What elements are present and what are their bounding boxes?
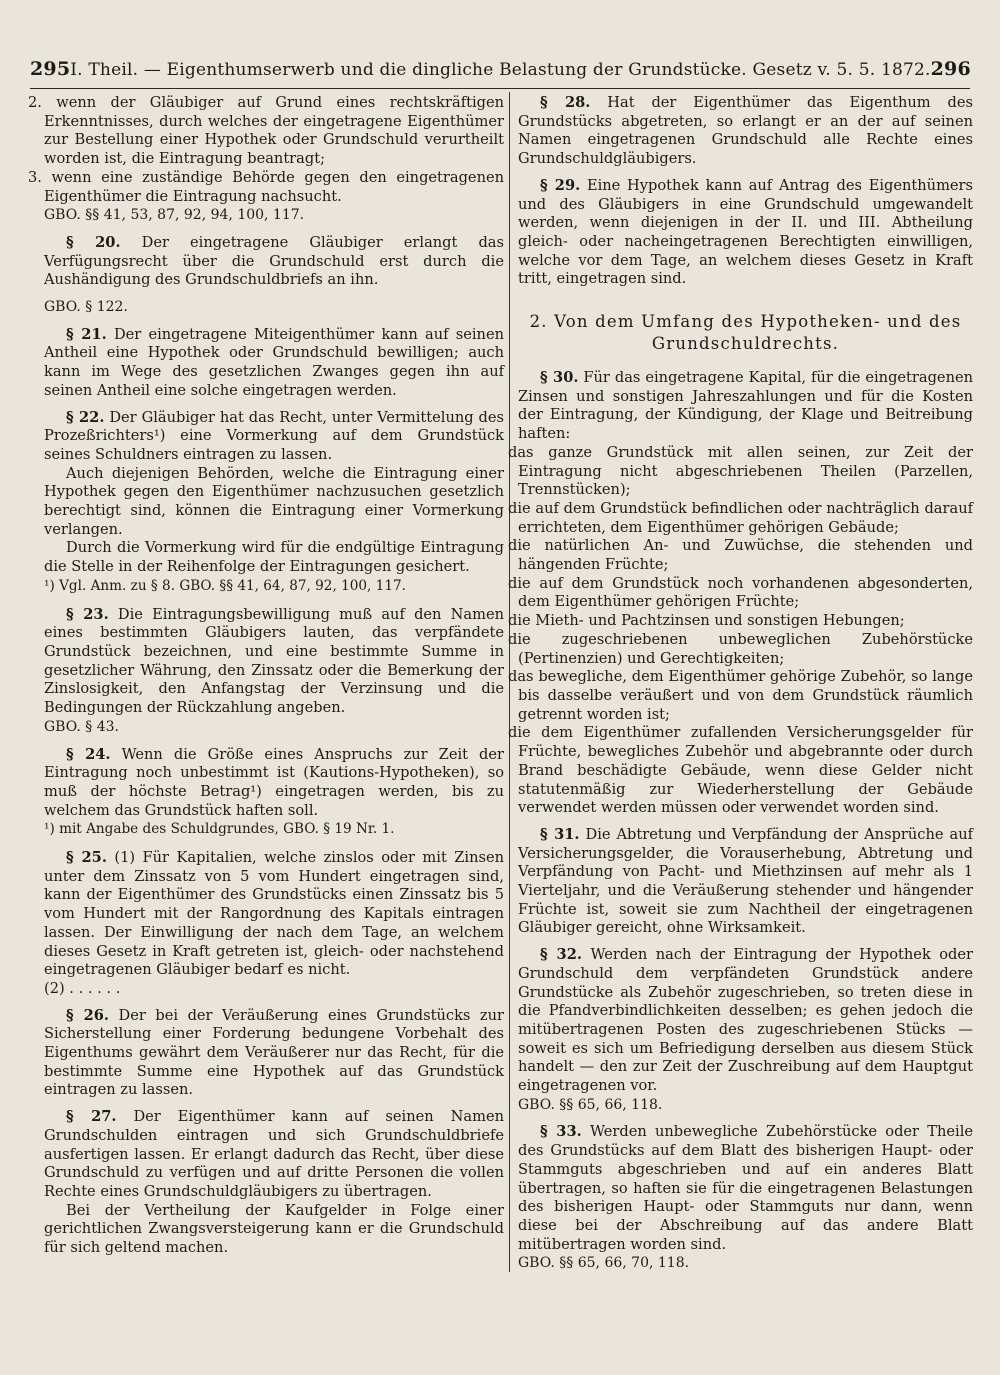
section-text: Wenn die Größe eines Anspruchs zur Zeit der Eintragung noch unbestimmt ist (Kautions-Hypotheken), so muß der höchste Betrag¹) eingetragen werden, bis zu welchem das Grundstück haften soll. [44, 745, 505, 819]
chapter-heading: 2. Von dem Umfang des Hypotheken- und des Grundschuldrechts. [529, 312, 962, 354]
section-text: Die Abtretung und Verpfändung der Ansprüche auf Versicherungsgelder, die Vorauserhebung, Abtretung und Verpfändung von Pacht- und Miethzinsen auf mehr als 1 Vierteljahr, und die Veräußerung stehender und hängender Früchte ist, soweit sie zum Nachtheil der eingetragenen Gläubiger gereicht, ohne Wirksamkeit. [518, 825, 974, 937]
section-text: Werden unbewegliche Zubehörstücke oder Theile des Grundstücks auf dem Blatt des bisherigen Haupt- oder Stammguts abgeschrieben und auf ein anderes Blatt übertragen, so haften sie für die eingetragenen Belastungen des bisherigen Haupt- oder Stammguts nur dann, wenn diese bei der Abschreibung auf das andere Blatt mitübertragen worden sind. [518, 1123, 974, 1253]
section-30 [518, 369, 973, 444]
page-number-left: 295 [30, 58, 71, 80]
liability-list [508, 443, 973, 818]
section-number: § 25. [66, 849, 107, 867]
section-26 [44, 1007, 504, 1101]
list-item: die Mieth- und Pachtzinsen und sonstigen Hebungen; [508, 612, 905, 630]
section-number: § 29. [540, 176, 581, 194]
enum-item-2: 2. wenn der Gläubiger auf Grund eines rechtskräftigen Erkenntnisses, durch welches der eingetragene Eigenthümer zur Bestellung einer Hypothek oder Grundschuld verurtheilt worden ist, die Eintragung beantragt; [28, 94, 504, 168]
reference-s33: GBO. §§ 65, 66, 70, 118. [518, 1255, 690, 1272]
section-22-para-2: Auch diejenigen Behörden, welche die Eintragung einer Hypothek gegen den Eigenthümer nachzusuchen gesetzlich berechtigt sind, können die Eintragung einer Vormerkung verlangen. [44, 464, 504, 538]
section-27-para-2: Bei der Vertheilung der Kaufgelder in Folge einer gerichtlichen Zwangsversteigerung kann er die Grundschuld für sich geltend machen. [44, 1201, 504, 1257]
section-number: § 33. [540, 1123, 582, 1141]
list-item: die natürlichen An- und Zuwüchse, die stehenden und hängenden Früchte; [508, 537, 973, 574]
list-item: das ganze Grundstück mit allen seinen, zur Zeit der Eintragung nicht abgeschriebenen Theilen (Parzellen, Trennstücken); [508, 443, 973, 499]
section-29 [518, 177, 973, 289]
section-number: § 31. [540, 825, 580, 843]
section-25-para-2: (2) . . . . . . [44, 979, 121, 997]
section-number: § 20. [66, 233, 121, 251]
section-number: § 32. [540, 946, 582, 964]
section-21 [44, 326, 504, 401]
section-number: § 28. [540, 94, 591, 111]
section-32 [518, 946, 973, 1096]
section-text: Der Gläubiger hat das Recht, unter Vermittelung des Prozeßrichters¹) eine Vormerkung auf dem Grundstück seines Schuldners eintragen zu lassen. [44, 408, 505, 463]
section-text: Eine Hypothek kann auf Antrag des Eigenthümers und des Gläubigers in eine Grundschuld umgewandelt werden, wenn diejenigen in der II. und III. Abtheilung gleich- oder nacheingetragenen Berechtigten einwilligen, welche vor dem Tage, an welchem dieses Gesetz in Kraft tritt, eingetragen sind. [518, 176, 974, 288]
reference-s19: GBO. §§ 41, 53, 87, 92, 94, 100, 117. [44, 207, 305, 224]
reference-s20: GBO. § 122. [44, 299, 128, 316]
section-20 [44, 234, 504, 290]
section-22-para-3: Durch die Vormerkung wird für die endgültige Eintragung die Stelle in der Reihenfolge der Eintragungen gesichert. [44, 539, 504, 576]
running-header [30, 58, 970, 86]
left-column [28, 94, 505, 1258]
reference-s32: GBO. §§ 65, 66, 118. [518, 1096, 663, 1113]
section-text: Hat der Eigenthümer das Eigenthum des Grundstücks abgetreten, so erlangt er an der auf seinen Namen eingetragenen Grundschuld alle Rechte eines Grundschuldgläubigers. [518, 94, 974, 168]
section-33 [518, 1123, 973, 1254]
section-31 [518, 826, 973, 938]
section-24 [44, 746, 504, 821]
section-text: Die Eintragungsbewilligung muß auf den Namen eines bestimmten Gläubigers lauten, das verpfändete Grundstück bezeichnen, und eine bestimmte Summe in gesetzlicher Währung, den Zinssatz oder die Bemerkung der Zinslosigkeit, den Anfangstag der Verzinsung und die Bedingungen der Rückzahlung angeben. [44, 605, 504, 717]
section-23 [44, 606, 504, 718]
section-text: Für das eingetragene Kapital, für die eingetragenen Zinsen und sonstigen Jahreszahlungen und für die Kosten der Eintragung, der Kündigung, der Klage und Beitreibung haften: [518, 369, 973, 443]
right-column [508, 94, 974, 1282]
section-text: Werden nach der Eintragung der Hypothek oder Grundschuld dem verpfändeten Grundstück andere Grundstücke als Zubehör zugeschrieben, so treten diese in die Pfandverbindlichkeiten desselben; es gehen jedoch die mitübertragenen Posten des zugeschriebenen Stücks — soweit es sich um Befriedigung derselben aus diesem Stück handelt — den zur Zeit der Zuschreibung auf dem Hauptgut eingetragenen vor. [518, 946, 974, 1095]
section-28 [518, 94, 973, 169]
section-number: § 23. [66, 605, 109, 623]
enum-item-3: 3. wenn eine zuständige Behörde gegen den eingetragenen Eigenthümer die Eintragung nachsucht. [28, 168, 504, 205]
section-text: (1) Für Kapitalien, welche zinslos oder mit Zinsen unter dem Zinssatz von 5 vom Hundert eingetragen sind, kann der Eigenthümer des Grundstücks einen Zinssatz bis 5 vom Hundert mit der Rangordnung des Kapitals eintragen lassen. Der Einwilligung der nach dem Tage, an welchem dieses Gesetz in Kraft getreten ist, gleich- oder nachstehend eingetragenen Gläubiger bedarf es nicht. [44, 849, 504, 979]
list-item: die zugeschriebenen unbeweglichen Zubehörstücke (Pertinenzien) und Gerechtigkeiten; [508, 630, 973, 667]
list-item: die auf dem Grundstück noch vorhandenen abgesonderten, dem Eigenthümer gehörigen Früchte; [508, 574, 973, 611]
running-title: I. Theil. — Eigenthumserwerb und die dingliche Belastung der Grundstücke. Gesetz v. 5. 5. 1872. [70, 60, 931, 80]
section-27 [44, 1108, 504, 1202]
footnote-s22: ¹) Vgl. Anm. zu § 8. GBO. §§ 41, 64, 87, 92, 100, 117. [44, 577, 406, 594]
section-number: § 27. [66, 1108, 117, 1126]
section-number: § 22. [66, 408, 105, 426]
section-text: Der Eigenthümer kann auf seinen Namen Grundschulden eintragen und sich Grundschuldbriefe ausfertigen lassen. Er erlangt dadurch das Recht, über diese Grundschuld zu verfügen und auf dritte Personen die vollen Rechte eines Grundschuldgläubigers zu übertragen. [44, 1108, 504, 1200]
list-item: das bewegliche, dem Eigenthümer gehörige Zubehör, so lange bis dasselbe veräußert und von dem Grundstück räumlich getrennt worden ist; [508, 668, 973, 723]
reference-s23: GBO. § 43. [44, 718, 120, 735]
section-number: § 21. [66, 325, 107, 343]
list-item: die auf dem Grundstück befindlichen oder nachträglich darauf errichteten, dem Eigenthümer gehörigen Gebäude; [508, 499, 973, 536]
footnote-s24: ¹) mit Angabe des Schuldgrundes, GBO. § 19 Nr. 1. [44, 821, 395, 838]
section-number: § 30. [540, 369, 579, 387]
section-22 [44, 409, 504, 465]
section-text: Der bei der Veräußerung eines Grundstücks zur Sicherstellung einer Forderung bedungene Vorbehalt des Eigenthums gewährt dem Veräußerer nur das Recht, für die bestimmte Summe eine Hypothek auf das Grundstück eintragen zu lassen. [44, 1006, 504, 1099]
section-text: Der eingetragene Miteigenthümer kann auf seinen Antheil eine Hypothek oder Grundschuld bewilligen; auch kann im Wege des gesetzlichen Zwanges gegen ihn auf seinen Antheil eine solche eingetragen werden. [44, 325, 504, 399]
section-25 [44, 849, 504, 980]
section-text: Der eingetragene Gläubiger erlangt das Verfügungsrecht über die Grundschuld erst durch die Aushändigung des Grundschuldbriefs an ihn. [44, 233, 504, 289]
section-number: § 26. [66, 1006, 109, 1024]
header-rule [30, 88, 970, 89]
page-number-right: 296 [930, 58, 971, 80]
section-number: § 24. [66, 745, 111, 763]
list-item: die dem Eigenthümer zufallenden Versicherungsgelder für Früchte, bewegliches Zubehör und abgebrannte oder durch Brand beschädigte Gebäude, wenn diese Gelder nicht statutenmäßig zur Wiederherstellung der Gebäude verwendet werden müssen oder verwendet worden sind. [508, 724, 973, 817]
